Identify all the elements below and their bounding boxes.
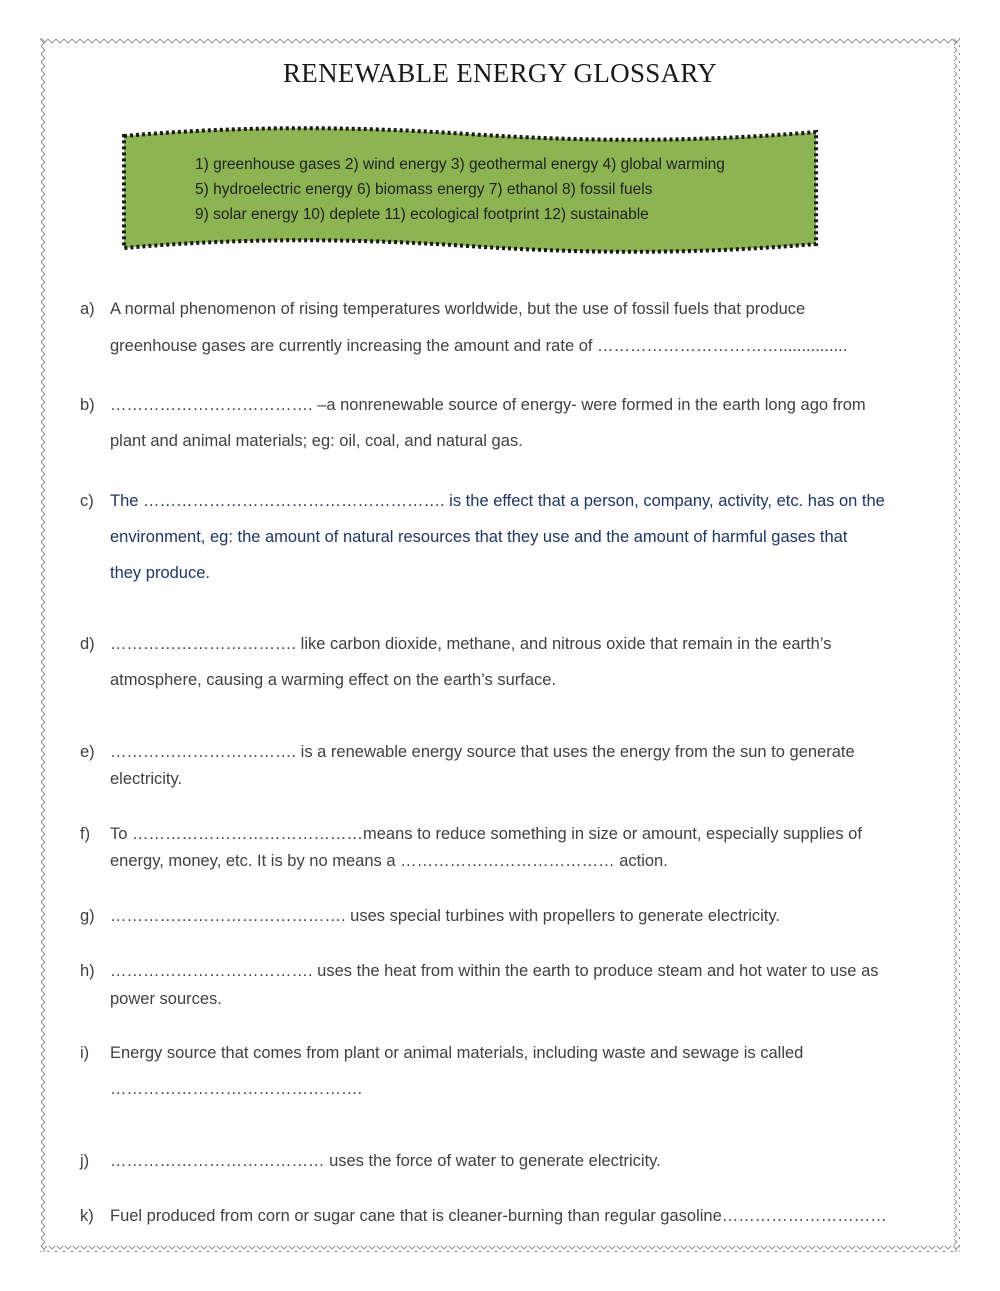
question-text: A normal phenomenon of rising temperatures worldwide, but the use of fossil fuels that produce xyxy=(110,300,806,318)
question-text: ………………………………. –a nonrenewable source of energy- were formed in the earth long ago from xyxy=(110,396,866,414)
question-text: plant and animal materials; eg: oil, coal, and natural gas. xyxy=(110,432,523,450)
question-text: Energy source that comes from plant or animal materials, including waste and sewage is called xyxy=(110,1044,804,1062)
question-letter: f) xyxy=(80,825,91,843)
word-bank-line-2: 5) hydroelectric energy 6) biomass energy 7) ethanol 8) fossil fuels xyxy=(195,181,653,198)
question-text: To ……………………………………means to reduce something in size or amount, especially supplies of xyxy=(110,825,862,843)
question-letter: c) xyxy=(80,492,94,510)
word-bank-line-1: 1) greenhouse gases 2) wind energy 3) geothermal energy 4) global warming xyxy=(195,156,725,173)
question-text: ……………………………. is a renewable energy source that uses the energy from the sun to generate xyxy=(110,743,855,761)
question-text: ………………………………. uses the heat from within the earth to produce steam and hot water to use as xyxy=(110,962,879,980)
question-letter: i) xyxy=(80,1044,90,1062)
page-title: RENEWABLE ENERGY GLOSSARY xyxy=(282,58,717,88)
question-letter: j) xyxy=(80,1152,90,1170)
question-letter: e) xyxy=(80,743,95,761)
question-text: The ………………………………………………. is the effect that a person, company, activity, etc. has on the xyxy=(110,492,885,510)
question-letter: d) xyxy=(80,635,95,653)
question-text: energy, money, etc. It is by no means a ………………………………… action. xyxy=(110,852,668,870)
question-text: atmosphere, causing a warming effect on the earth’s surface. xyxy=(110,671,557,689)
question-letter: b) xyxy=(80,396,95,414)
question-text: ………………………………… uses the force of water to generate electricity. xyxy=(110,1152,661,1170)
question-text: Fuel produced from corn or sugar cane that is cleaner-burning than regular gasoline………………………… xyxy=(110,1207,887,1225)
word-bank-line-3: 9) solar energy 10) deplete 11) ecological footprint 12) sustainable xyxy=(195,206,649,223)
question-letter: h) xyxy=(80,962,95,980)
question-text: ……………………………………. uses special turbines with propellers to generate electricity. xyxy=(110,907,780,925)
word-bank xyxy=(195,152,725,227)
question-letter: g) xyxy=(80,907,95,925)
question-text: electricity. xyxy=(110,770,183,788)
question-text: they produce. xyxy=(110,564,210,582)
question-text: environment, eg: the amount of natural resources that they use and the amount of harmful gases that xyxy=(110,528,848,546)
question-text: greenhouse gases are currently increasing the amount and rate of ……………………………............... xyxy=(110,337,848,355)
question-text: ………………………………………. xyxy=(110,1080,363,1098)
question-letter: a) xyxy=(80,300,95,318)
question-text: ……………………………. like carbon dioxide, methane, and nitrous oxide that remain in the earth’s xyxy=(110,635,832,653)
question-letter: k) xyxy=(80,1207,94,1225)
question-text: power sources. xyxy=(110,990,222,1008)
